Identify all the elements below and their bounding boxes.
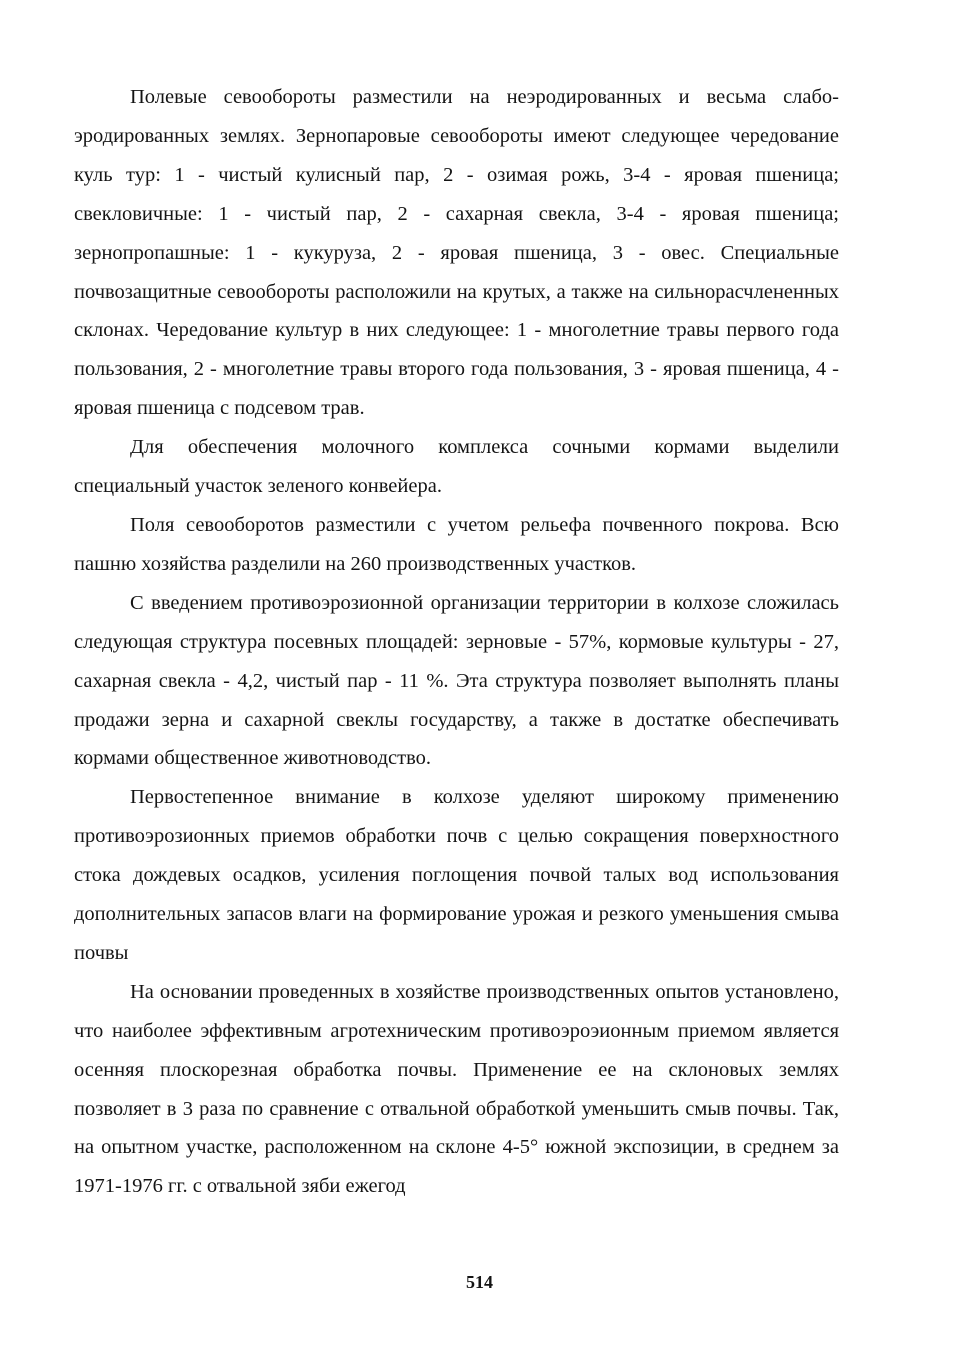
paragraph-1: Полевые севообороты разместили на неэродированных и весьма слабоэродированных землях. Зернопаровые севообороты имеют следующее чередование куль тур: 1 - чистый кулисный пар, 2 - озимая рожь, 3-4 - яровая пшеница; свекловичные: 1 - чистый пар, 2 - сахарная свекла, 3-4 - яровая пшеница; зернопропашные: 1 - кукуруза, 2 - яровая пшеница, 3 - овес. Специальные почвозащитные севообороты расположили на крутых, а также на сильнорасчлененных склонах. Чередование культур в них следующее: 1 - многолетние травы первого года пользования, 2 - многолетние травы второго года пользования, 3 - яровая пшеница, 4 - яровая пшеница с подсевом трав. — [74, 86, 839, 420]
body-text — [74, 78, 839, 1206]
paragraph-4: С введением противоэрозионной организации территории в колхозе сложилась следующая структура посевных площадей: зерновые - 57%, кормовые культуры - 27, сахарная свекла - 4,2, чистый пар - 11 %. Эта структура позволяет выполнять планы продажи зерна и сахарной свеклы государству, а также в достатке обеспечивать кормами общественное животноводство. — [74, 591, 839, 770]
paragraph-2: Для обеспечения молочного комплекса сочными кормами выделили специальный участок зеленого конвейера. — [74, 436, 839, 498]
paragraph-3: Поля севооборотов разместили с учетом рельефа почвенного покрова. Всю пашню хозяйства разделили на 260 производственных участков. — [74, 513, 839, 575]
paragraph-5: Первостепенное внимание в колхозе уделяют широкому применению противоэрозионных приемов обработки почв с целью сокращения поверхностного стока дождевых осадков, усиления поглощения почвой талых вод использования дополнительных запасов влаги на формирование урожая и резкого уменьшения смыва почвы — [74, 786, 839, 964]
page-number: 514 — [466, 1272, 493, 1292]
paragraph-6: На основании проведенных в хозяйстве производственных опытов установлено, что наиболее эффективным агротехническим противоэроэионным приемом является осенняя плоскорезная обработка почвы. Применение ее на склоновых землях позволяет в 3 раза по сравнение с отвальной обработкой уменьшить смыв почвы. Так, на опытном участке, расположенном на склоне 4-5° южной экспозиции, в среднем за 1971-1976 гг. с отвальной зяби ежегод — [74, 980, 839, 1198]
